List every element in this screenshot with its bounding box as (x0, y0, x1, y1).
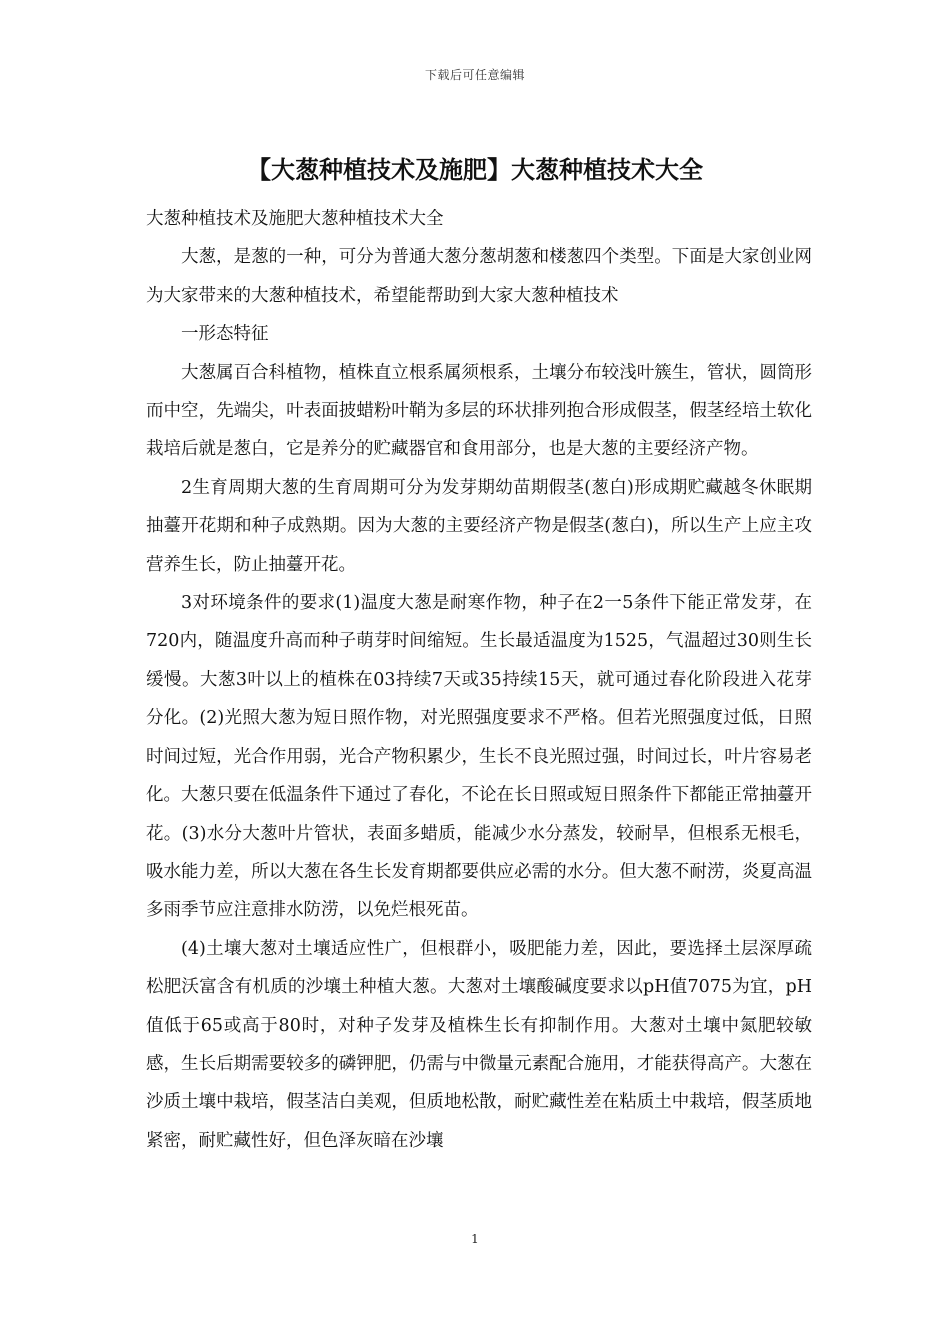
paragraph-growth-cycle: 2生育周期大葱的生育周期可分为发芽期幼苗期假茎(葱白)形成期贮藏越冬休眠期抽薹开花期和种子成熟期。因为大葱的主要经济产物是假茎(葱白)，所以生产上应主攻营养生长，防止抽薹开花。 (146, 477, 812, 575)
paragraph-soil: (4)土壤大葱对土壤适应性广，但根群小，吸肥能力差，因此，要选择土层深厚疏松肥沃富含有机质的沙壤土种植大葱。大葱对土壤酸碱度要求以pH值7075为宜，pH值低于65或高于80时，对种子发芽及植株生长有抑制作用。大葱对土壤中氮肥较敏感，生长后期需要较多的磷钾肥，仍需与中微量元素配合施用，才能获得高产。大葱在沙质土壤中栽培，假茎洁白美观，但质地松散，耐贮藏性差在粘质土中栽培，假茎质地紧密，耐贮藏性好，但色泽灰暗在沙壤 (146, 938, 812, 1151)
page-number: 1 (471, 1232, 479, 1246)
document-title: 【大葱种植技术及施肥】大葱种植技术大全 (247, 155, 703, 184)
paragraph-intro: 大葱，是葱的一种，可分为普通大葱分葱胡葱和楼葱四个类型。下面是大家创业网为大家带来的大葱种植技术，希望能帮助到大家大葱种植技术 (146, 247, 812, 306)
paragraph-environment: 3对环境条件的要求(1)温度大葱是耐寒作物，种子在2一5条件下能正常发芽，在720内，随温度升高而种子萌芽时间缩短。生长最适温度为1525，气温超过30则生长缓慢。大葱3叶以上的植株在03持续7天或35持续15天，就可通过春化阶段进入花芽分化。(2)光照大葱为短日照作物，对光照强度要求不严格。但若光照强度过低，日照时间过短，光合作用弱，光合产物积累少，生长不良光照过强，时间过长，叶片容易老化。大葱只要在低温条件下通过了春化，不论在长日照或短日照条件下都能正常抽薹开花。(3)水分大葱叶片管状，表面多蜡质，能减少水分蒸发，较耐旱，但根系无根毛，吸水能力差，所以大葱在各生长发育期都要供应必需的水分。但大葱不耐涝，炎夏高温多雨季节应注意排水防涝，以免烂根死苗。 (146, 593, 812, 921)
section-heading-morphology: 一形态特征 (181, 324, 269, 345)
document-body (146, 200, 812, 1160)
paragraph-morphology: 大葱属百合科植物，植株直立根系属须根系，土壤分布较浅叶簇生，管状，圆筒形而中空，先端尖，叶表面披蜡粉叶鞘为多层的环状排列抱合形成假茎，假茎经培土软化栽培后就是葱白，它是养分的贮藏器官和食用部分，也是大葱的主要经济产物。 (146, 362, 812, 460)
header-note: 下载后可任意编辑 (424, 68, 525, 82)
document-subtitle: 大葱种植技术及施肥大葱种植技术大全 (146, 209, 444, 229)
